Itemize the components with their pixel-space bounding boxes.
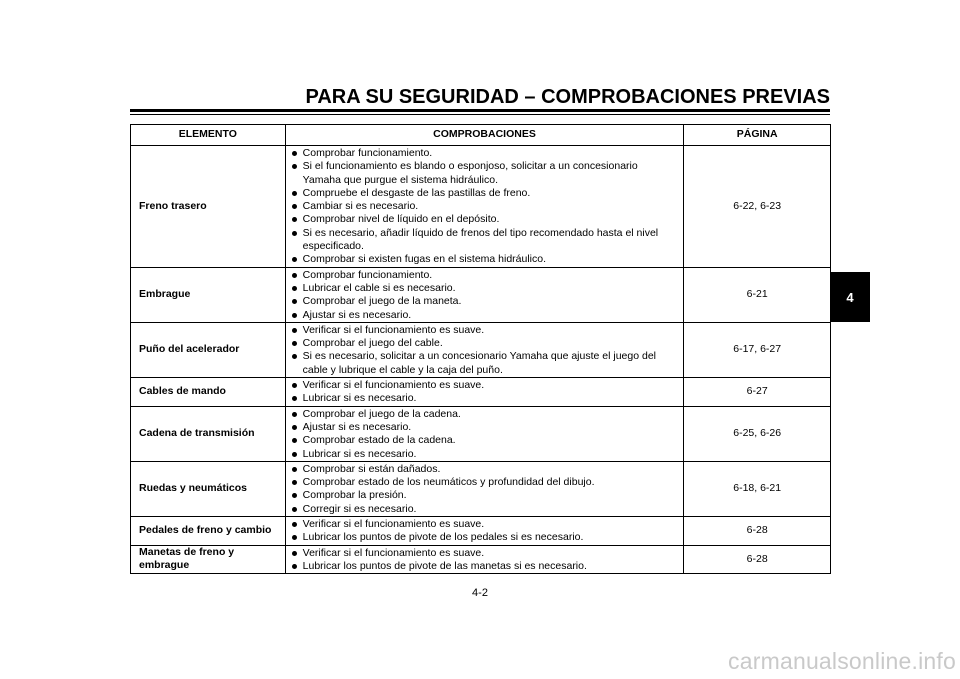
check-item: Compruebe el desgaste de las pastillas de freno.	[291, 187, 678, 200]
table-header	[131, 125, 831, 146]
checks-list	[291, 379, 678, 406]
check-item: Comprobar estado de los neumáticos y profundidad del dibujo.	[291, 476, 678, 489]
check-item: Comprobar funcionamiento.	[291, 269, 678, 282]
table-row	[131, 461, 831, 516]
page-ref-cell: 6-21	[684, 267, 831, 322]
checks-list	[291, 518, 678, 545]
table-body	[131, 146, 831, 574]
table-header-row	[131, 125, 831, 146]
element-cell: Ruedas y neumáticos	[131, 461, 286, 516]
page-number: 4-2	[472, 587, 488, 599]
check-item: Ajustar si es necesario.	[291, 421, 678, 434]
check-item: Comprobar la presión.	[291, 489, 678, 502]
check-item: Comprobar si existen fugas en el sistema hidráulico.	[291, 253, 678, 266]
table-row	[131, 406, 831, 461]
checks-list	[291, 147, 678, 267]
check-item: Si es necesario, solicitar a un concesionario Yamaha que ajuste el juego del cable y lubrique el cable y la caja del puño.	[291, 350, 678, 377]
checks-list	[291, 463, 678, 516]
element-cell: Manetas de freno y embrague	[131, 545, 286, 574]
check-item: Lubricar si es necesario.	[291, 392, 678, 405]
page-ref-cell: 6-25, 6-26	[684, 406, 831, 461]
check-item: Comprobar el juego del cable.	[291, 337, 678, 350]
watermark: carmanualsonline.info	[728, 648, 956, 674]
page-ref-cell: 6-28	[684, 545, 831, 574]
table-row	[131, 545, 831, 574]
check-item: Ajustar si es necesario.	[291, 309, 678, 322]
check-item: Lubricar los puntos de pivote de los pedales si es necesario.	[291, 531, 678, 544]
chapter-tab	[830, 272, 870, 322]
page-ref-cell: 6-18, 6-21	[684, 461, 831, 516]
checks-list	[291, 408, 678, 461]
check-item: Si el funcionamiento es blando o esponjoso, solicitar a un concesionario Yamaha que purgue el sistema hidráulico.	[291, 160, 678, 187]
column-header-comprobaciones: COMPROBACIONES	[285, 125, 684, 146]
element-cell: Pedales de freno y cambio	[131, 517, 286, 546]
checks-cell	[285, 146, 684, 268]
column-header-elemento: ELEMENTO	[131, 125, 286, 146]
checks-list	[291, 269, 678, 322]
checks-cell	[285, 461, 684, 516]
check-item: Comprobar estado de la cadena.	[291, 434, 678, 447]
element-cell: Cadena de transmisión	[131, 406, 286, 461]
table-row	[131, 517, 831, 546]
checks-list	[291, 324, 678, 377]
check-item: Comprobar si están dañados.	[291, 463, 678, 476]
check-item: Corregir si es necesario.	[291, 503, 678, 516]
check-item: Comprobar funcionamiento.	[291, 147, 678, 160]
table-row	[131, 322, 831, 377]
table-row	[131, 267, 831, 322]
title-rule-thin	[130, 114, 830, 115]
check-item: Comprobar el juego de la maneta.	[291, 295, 678, 308]
element-cell: Puño del acelerador	[131, 322, 286, 377]
check-item: Lubricar si es necesario.	[291, 448, 678, 461]
checks-list	[291, 547, 678, 574]
page-ref-cell: 6-17, 6-27	[684, 322, 831, 377]
table-row	[131, 146, 831, 268]
check-item: Cambiar si es necesario.	[291, 200, 678, 213]
page-ref-cell: 6-27	[684, 378, 831, 407]
checks-cell	[285, 517, 684, 546]
checks-cell	[285, 322, 684, 377]
title-rule-thick	[130, 109, 830, 112]
check-item: Comprobar el juego de la cadena.	[291, 408, 678, 421]
check-item: Verificar si el funcionamiento es suave.	[291, 518, 678, 531]
page-title: PARA SU SEGURIDAD – COMPROBACIONES PREVIAS	[305, 86, 830, 108]
check-item: Lubricar el cable si es necesario.	[291, 282, 678, 295]
check-item: Verificar si el funcionamiento es suave.	[291, 324, 678, 337]
chapter-tab-label: 4	[846, 289, 854, 305]
checks-cell	[285, 378, 684, 407]
page-ref-cell: 6-28	[684, 517, 831, 546]
check-item: Comprobar nivel de líquido en el depósito.	[291, 213, 678, 226]
checks-cell	[285, 267, 684, 322]
element-cell: Freno trasero	[131, 146, 286, 268]
inspection-table	[130, 124, 831, 574]
column-header-pagina: PÁGINA	[684, 125, 831, 146]
element-cell: Embrague	[131, 267, 286, 322]
table-row	[131, 378, 831, 407]
check-item: Verificar si el funcionamiento es suave.	[291, 379, 678, 392]
element-cell: Cables de mando	[131, 378, 286, 407]
check-item: Lubricar los puntos de pivote de las manetas si es necesario.	[291, 560, 678, 573]
page-ref-cell: 6-22, 6-23	[684, 146, 831, 268]
check-item: Verificar si el funcionamiento es suave.	[291, 547, 678, 560]
checks-cell	[285, 545, 684, 574]
checks-cell	[285, 406, 684, 461]
check-item: Si es necesario, añadir líquido de frenos del tipo recomendado hasta el nivel especificado.	[291, 227, 678, 254]
